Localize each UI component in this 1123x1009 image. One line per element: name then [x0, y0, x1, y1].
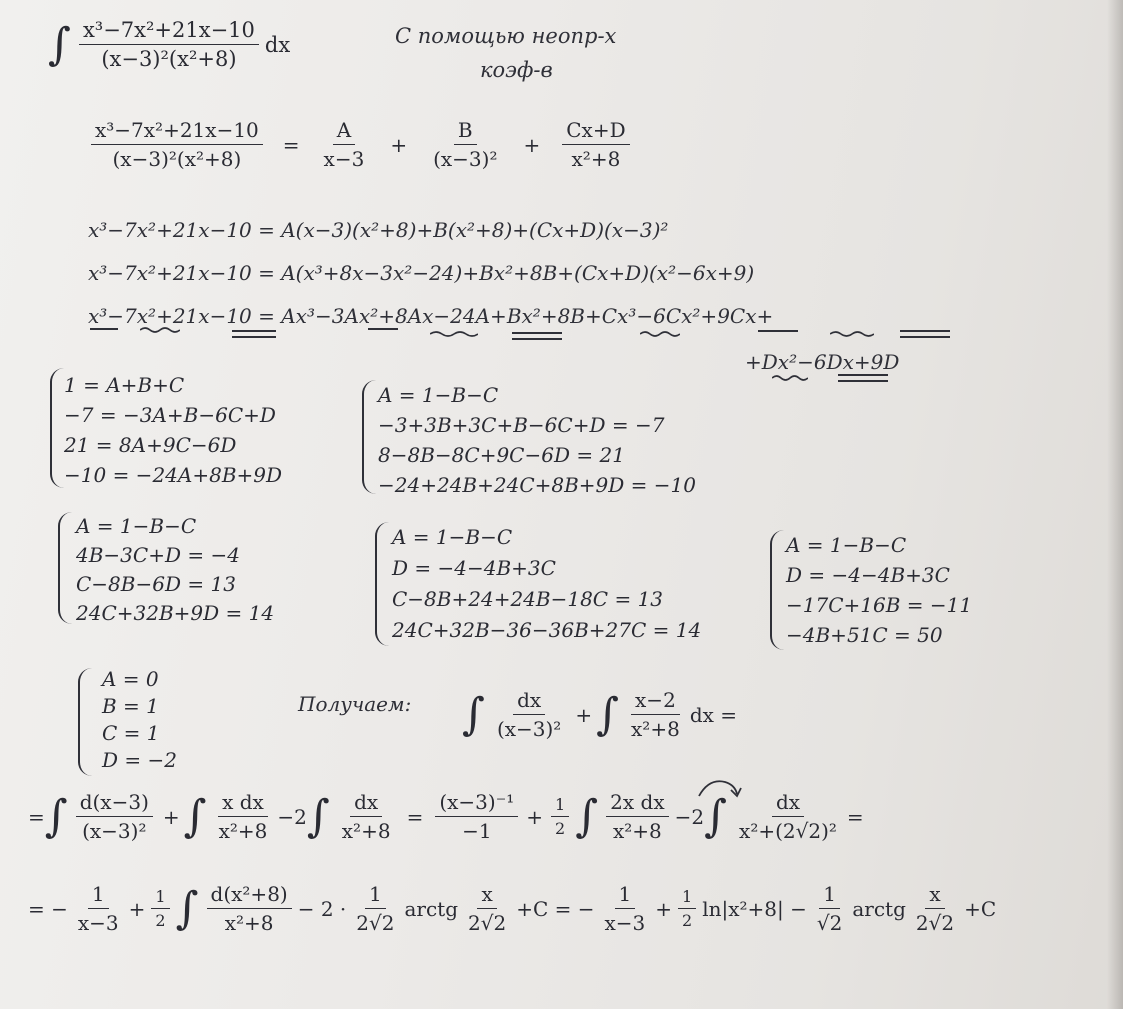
term-a-den: x−3 — [323, 147, 365, 171]
result-i1-den: (x−3)² — [496, 717, 562, 741]
constant-c: +C — [964, 896, 997, 921]
plus-sign: + — [523, 132, 541, 157]
expansion-line-4: +Dx²−6Dx+9D — [745, 350, 900, 374]
term-b-den: (x−3)² — [433, 147, 498, 171]
paper-edge-shadow — [1107, 0, 1123, 1009]
result-tail: dx = — [689, 702, 738, 727]
solution-value: A = 0 — [102, 667, 159, 691]
system-2-eq: A = 1−B−C — [378, 383, 499, 407]
task-numerator: x³−7x²+21x−10 — [79, 18, 259, 45]
system-1 — [64, 370, 282, 490]
integral-sign: ∫ — [175, 882, 199, 934]
calc1-half — [551, 795, 569, 838]
calc-eq: = — [846, 804, 864, 829]
system-2-eq: −3+3B+3C+B−6C+D = −7 — [378, 413, 665, 437]
task-fraction — [79, 18, 259, 71]
system-3-eq: C−8B−6D = 13 — [76, 572, 236, 596]
calc1-e-den: x²+8 — [613, 819, 662, 843]
integral-sign: ∫ — [48, 18, 71, 70]
term-b-fraction — [429, 118, 501, 171]
arctg-label: arctg — [852, 896, 906, 921]
lhs-fraction — [91, 118, 263, 171]
task-note-line1: С помощью неопр-х — [395, 24, 617, 48]
result-integrals — [462, 688, 737, 741]
underline-mark — [232, 336, 276, 338]
system-brace — [362, 380, 376, 494]
system-5 — [786, 530, 972, 650]
system-5-eq: A = 1−B−C — [786, 533, 907, 557]
calc2-c-den: 2√2 — [356, 911, 395, 935]
minus-coef: − 2 · — [297, 896, 347, 921]
integral-sign: ∫ — [575, 790, 599, 842]
system-brace — [58, 512, 72, 624]
calc-eq: = − — [28, 896, 68, 921]
system-3-eq: 24C+32B+9D = 14 — [76, 601, 275, 625]
calc2-half-2 — [678, 887, 696, 930]
expansion-line-1: x³−7x²+21x−10 = A(x−3)(x²+8)+B(x²+8)+(Cx+D)(x−3)² — [88, 218, 669, 242]
system-5-eq: −17C+16B = −11 — [786, 593, 973, 617]
wavy-underline — [640, 330, 680, 338]
system-2 — [378, 380, 696, 500]
plus-sign: + — [655, 896, 673, 921]
calc2-e-num: 1 — [615, 882, 636, 909]
system-4-eq: C−8B+24+24B−18C = 13 — [392, 587, 664, 611]
calc2-fraction-d — [464, 882, 510, 935]
term-c-fraction — [562, 118, 629, 171]
calc1-b-den: x²+8 — [218, 819, 268, 843]
system-4-eq: A = 1−B−C — [392, 525, 513, 549]
half-den: 2 — [555, 819, 566, 838]
wavy-underline — [772, 374, 808, 382]
result-fraction-1 — [493, 688, 565, 741]
underline-mark — [368, 328, 398, 330]
system-1-eq: −7 = −3A+B−6C+D — [64, 403, 276, 427]
lhs-denominator: (x−3)²(x²+8) — [112, 147, 242, 171]
calc1-fraction-a — [76, 790, 153, 843]
calc2-fraction-k — [912, 882, 958, 935]
system-brace — [770, 530, 784, 650]
system-3 — [76, 512, 274, 628]
task-denominator: (x−3)²(x²+8) — [101, 47, 237, 71]
integral-sign: ∫ — [462, 688, 485, 740]
solution-value: C = 1 — [102, 721, 160, 745]
wavy-underline — [830, 330, 874, 338]
underline-mark — [838, 380, 888, 382]
half-num: 1 — [151, 887, 169, 909]
integral-sign: ∫ — [704, 790, 728, 842]
underline-mark — [758, 330, 798, 332]
system-brace — [375, 522, 389, 646]
calc1-c-den: x²+8 — [341, 819, 391, 843]
calc1-fraction-c — [338, 790, 395, 843]
task-integral — [48, 18, 290, 71]
system-2-eq: −24+24B+24C+8B+9D = −10 — [378, 473, 696, 497]
minus-coef: −2 — [674, 804, 705, 829]
system-1-eq: −10 = −24A+8B+9D — [64, 463, 283, 487]
result-i2-num: x−2 — [631, 688, 680, 715]
calc1-c-num: dx — [350, 790, 382, 817]
plus-sign: + — [575, 702, 593, 727]
calc1-f-num: dx — [772, 790, 804, 817]
calc2-b-num: d(x²+8) — [207, 882, 292, 909]
system-1-eq: 1 = A+B+C — [64, 373, 185, 397]
calc-eq: = — [28, 804, 45, 829]
calc2-d-den: 2√2 — [468, 911, 507, 935]
solution-value: B = 1 — [102, 694, 159, 718]
plus-sign: + — [526, 804, 544, 829]
calc2-e-den: x−3 — [604, 911, 646, 935]
task-note-line2: коэф-в — [480, 58, 553, 82]
system-5-eq: D = −4−4B+3C — [786, 563, 950, 587]
half-num: 1 — [551, 795, 569, 817]
integral-sign: ∫ — [183, 790, 207, 842]
term-c-num: Cx+D — [562, 118, 629, 145]
underline-mark — [90, 328, 118, 330]
system-3-eq: A = 1−B−C — [76, 514, 197, 538]
calc1-d-num: (x−3)⁻¹ — [435, 790, 518, 817]
constant-c: +C = − — [516, 896, 595, 921]
underline-mark — [838, 374, 888, 376]
system-2-eq: 8−8B−8C+9C−6D = 21 — [378, 443, 625, 467]
calc1-a-den: (x−3)² — [82, 819, 147, 843]
calc2-fraction-b — [207, 882, 292, 935]
system-4-eq: 24C+32B−36−36B+27C = 14 — [392, 618, 702, 642]
expansion-line-3: x³−7x²+21x−10 = Ax³−3Ax²+8Ax−24A+Bx²+8B+Cx³−6Cx²+9Cx+ — [88, 304, 774, 328]
calc1-fraction-b — [215, 790, 272, 843]
result-label: Получаем: — [298, 692, 412, 716]
calc2-fraction-e — [601, 882, 650, 935]
plus-sign: + — [128, 896, 146, 921]
system-3-eq: 4B−3C+D = −4 — [76, 543, 240, 567]
system-4 — [392, 522, 701, 646]
calc1-e-num: 2x dx — [606, 790, 668, 817]
system-brace — [78, 668, 92, 776]
calc1-b-num: x dx — [218, 790, 268, 817]
calc2-a-den: x−3 — [77, 911, 119, 935]
calc2-g-den: √2 — [816, 911, 843, 935]
calc1-fraction-d — [435, 790, 518, 843]
term-a-num: A — [333, 118, 355, 145]
integral-sign: ∫ — [44, 790, 68, 842]
calc-line-2 — [28, 882, 996, 935]
calc1-f-den: x²+(2√2)² — [739, 819, 837, 843]
integral-sign: ∫ — [596, 688, 620, 740]
result-fraction-2 — [627, 688, 684, 741]
calc2-k-den: 2√2 — [915, 911, 955, 935]
calc1-fraction-e — [606, 790, 668, 843]
half-num: 1 — [678, 887, 696, 909]
underline-mark — [900, 336, 950, 338]
equals-sign: = — [282, 132, 300, 157]
underline-mark — [232, 330, 276, 332]
underline-mark — [512, 332, 562, 334]
result-i2-den: x²+8 — [631, 717, 680, 741]
system-4-eq: D = −4−4B+3C — [392, 556, 556, 580]
half-den: 2 — [155, 911, 166, 930]
term-c-den: x²+8 — [571, 147, 621, 171]
expansion-line-2: x³−7x²+21x−10 = A(x³+8x−3x²−24)+Bx²+8B+(Cx+D)(x²−6x+9) — [88, 261, 755, 285]
calc1-d-den: −1 — [462, 819, 492, 843]
calc2-b-den: x²+8 — [224, 911, 274, 935]
result-i1-num: dx — [513, 688, 545, 715]
ln-term: ln|x²+8| − — [702, 896, 807, 921]
system-brace — [50, 368, 64, 488]
integral-sign: ∫ — [306, 790, 330, 842]
wavy-underline — [430, 330, 478, 338]
calc2-a-num: 1 — [88, 882, 109, 909]
curved-arrow-icon — [695, 776, 745, 800]
solution-system — [102, 666, 177, 774]
calc2-half — [151, 887, 169, 930]
calc1-fraction-f — [735, 790, 841, 843]
underline-mark — [512, 338, 562, 340]
calc2-c-num: 1 — [365, 882, 386, 909]
calc2-k-num: x — [925, 882, 944, 909]
calc2-fraction-c — [352, 882, 398, 935]
term-b-num: B — [454, 118, 477, 145]
term-a-fraction — [320, 118, 369, 171]
system-5-eq: −4B+51C = 50 — [786, 623, 943, 647]
lhs-numerator: x³−7x²+21x−10 — [91, 118, 263, 145]
calc2-fraction-g — [813, 882, 846, 935]
calc2-g-num: 1 — [819, 882, 840, 909]
plus-sign: + — [162, 804, 180, 829]
minus-coef: −2 — [277, 804, 307, 829]
calc2-fraction-a — [74, 882, 123, 935]
task-dx: dx — [264, 32, 291, 57]
calc-eq: = — [406, 804, 424, 829]
wavy-underline — [140, 326, 180, 334]
calc2-d-num: x — [477, 882, 496, 909]
calc1-a-num: d(x−3) — [76, 790, 153, 817]
decomposition-equation — [85, 118, 636, 171]
underline-mark — [900, 330, 950, 332]
plus-sign: + — [390, 132, 408, 157]
solution-value: D = −2 — [102, 748, 177, 772]
arctg-label: arctg — [404, 896, 459, 921]
half-den: 2 — [682, 911, 693, 930]
system-1-eq: 21 = 8A+9C−6D — [64, 433, 237, 457]
